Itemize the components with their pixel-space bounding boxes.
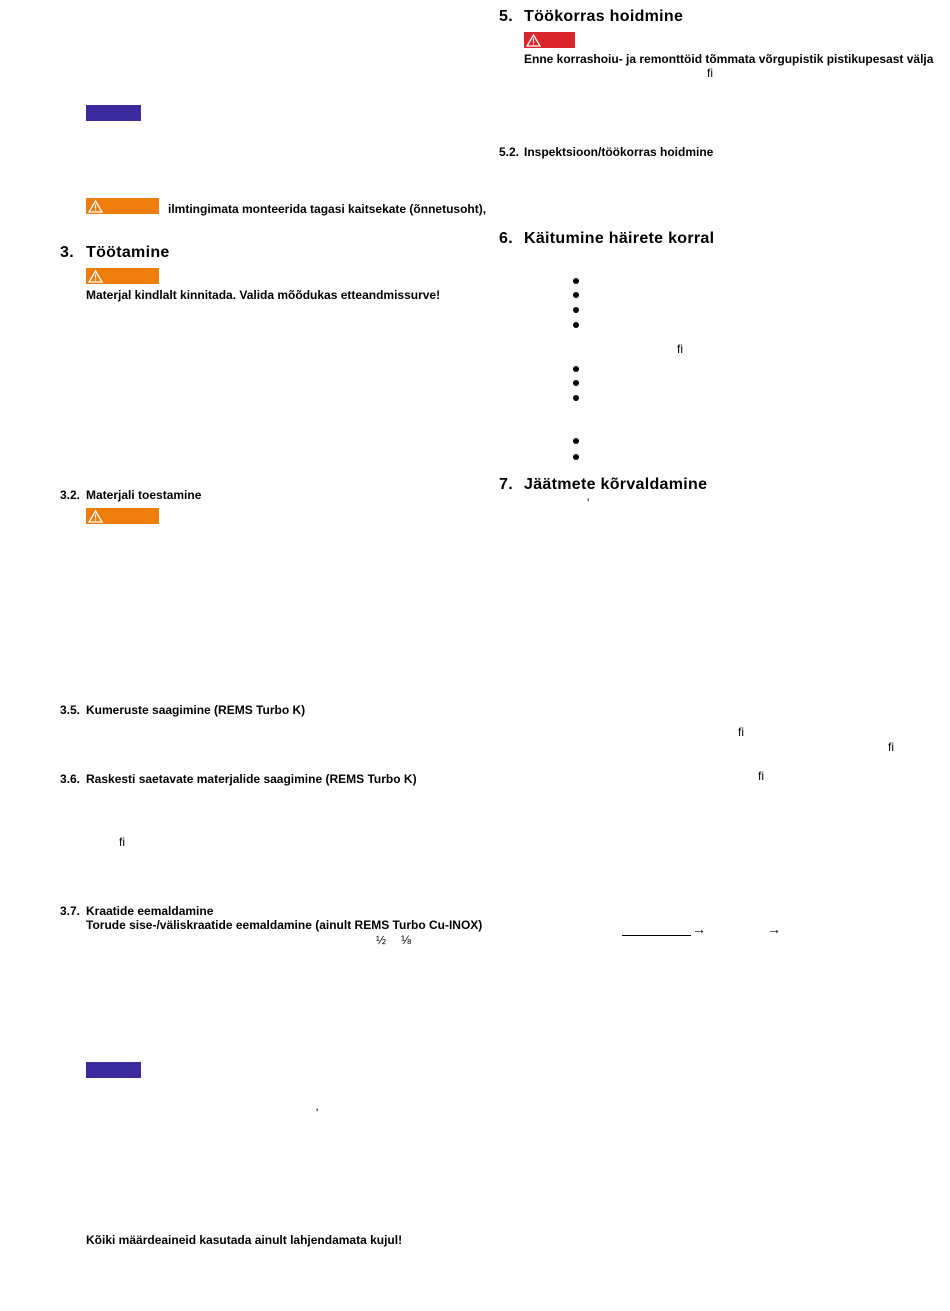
ligature-fragment: fi <box>707 66 713 80</box>
subsection-number: 3.5. <box>60 703 81 717</box>
fraction-eighth: ⅛ <box>401 933 412 947</box>
section-heading: Töötamine <box>86 244 170 261</box>
bullet-point <box>573 366 579 372</box>
subsection-heading: Kumeruste saagimine (REMS Turbo K) <box>86 703 306 717</box>
note-bar <box>86 105 141 121</box>
fraction-half: ½ <box>376 933 387 947</box>
subsection-number: 3.7. <box>60 904 81 918</box>
note-bar <box>86 1062 141 1078</box>
danger-bar <box>524 32 575 48</box>
apostrophe-fragment: ' <box>316 1106 319 1120</box>
section-heading: Jäätmete kõrvaldamine <box>524 476 708 493</box>
warning-text: Materjal kindlalt kinnitada. Valida mõõdukas etteandmissurve! <box>86 288 441 302</box>
warning-triangle-icon <box>88 270 103 283</box>
bullet-point <box>573 322 579 328</box>
subsection-subheading: Torude sise-/väliskraatide eemaldamine (ainult REMS Turbo Cu-INOX) <box>86 918 483 932</box>
subsection-number: 5.2. <box>499 145 520 159</box>
bullet-point <box>573 454 579 460</box>
warning-bar <box>86 268 159 284</box>
section-number: 6. <box>499 230 513 247</box>
warning-bar <box>86 508 159 524</box>
warning-text: ilmtingimata monteerida tagasi kaitsekate (õnnetusoht), <box>168 202 487 216</box>
section-number: 3. <box>60 244 74 261</box>
bullet-point <box>573 395 579 401</box>
subsection-heading: Inspektsioon/töökorras hoidmine <box>524 145 714 159</box>
bullet-point <box>573 307 579 313</box>
arrow-right-icon: → <box>692 921 706 937</box>
section-number: 7. <box>499 476 513 493</box>
warning-bar <box>86 198 159 214</box>
arrow-right-icon: → <box>767 921 781 937</box>
subsection-heading: Kraatide eemaldamine <box>86 904 214 918</box>
bold-instruction: Kõiki määrdeaineid kasutada ainult lahjendamata kujul! <box>86 1233 403 1247</box>
warning-triangle-icon <box>526 34 541 47</box>
section-number: 5. <box>499 8 513 25</box>
ligature-fragment: fi <box>738 725 744 739</box>
ligature-fragment: fi <box>119 835 125 849</box>
danger-text: Enne korrashoiu- ja remonttöid tõmmata võrgupistik pistikupesast välja <box>524 52 934 66</box>
warning-triangle-icon <box>88 200 103 213</box>
apostrophe-fragment: ' <box>587 496 590 510</box>
bullet-point <box>573 292 579 298</box>
bullet-point <box>573 380 579 386</box>
ligature-fragment: fi <box>677 342 683 356</box>
ligature-fragment: fi <box>758 769 764 783</box>
section-heading: Käitumine häirete korral <box>524 230 715 247</box>
warning-triangle-icon <box>88 510 103 523</box>
subsection-number: 3.6. <box>60 772 81 786</box>
bullet-point <box>573 438 579 444</box>
ligature-fragment: fi <box>888 740 894 754</box>
subsection-heading: Materjali toestamine <box>86 488 202 502</box>
subsection-number: 3.2. <box>60 488 81 502</box>
subsection-heading: Raskesti saetavate materjalide saagimine (REMS Turbo K) <box>86 772 417 786</box>
section-heading: Töökorras hoidmine <box>524 8 684 25</box>
bullet-point <box>573 278 579 284</box>
underline-rule <box>622 935 691 936</box>
